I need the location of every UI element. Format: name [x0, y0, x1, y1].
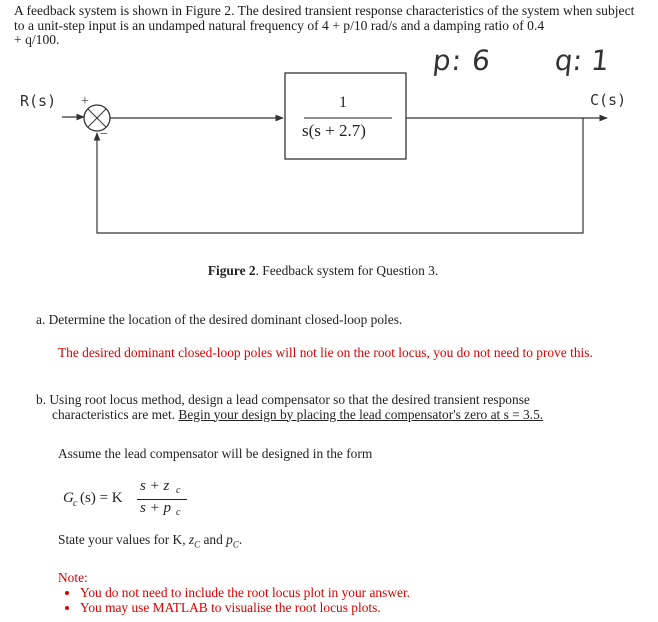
intro-text-2: rad/s and a damping ratio of 0.4: [367, 17, 545, 33]
output-label: C(s): [590, 91, 627, 109]
gc-denominator: s + p: [140, 500, 171, 516]
note-block: [58, 570, 410, 615]
state-z-sub: C: [194, 539, 201, 550]
compensator-formula: [63, 478, 203, 524]
handwritten-p-value: p: 6: [431, 44, 493, 77]
transfer-function-numerator: 1: [339, 94, 347, 111]
gc-numerator: s + z: [140, 478, 170, 494]
figure-caption-label: Figure 2: [207, 263, 256, 278]
figure-caption: [0, 263, 646, 279]
state-mid: and: [200, 532, 227, 547]
damping-expression: q/100: [25, 32, 57, 47]
question-b-instruction: Begin your design by placing the lead compensator's zero at s = 3.5.: [178, 406, 544, 422]
figure-caption-text: . Feedback system for Question 3.: [255, 263, 439, 278]
assume-text: Assume the lead compensator will be designed in the form: [58, 446, 373, 461]
intro-text-4: .: [56, 32, 60, 47]
feedback-block-diagram: [0, 0, 658, 300]
state-values-text: [58, 532, 242, 550]
minus-sign: −: [100, 127, 108, 142]
answer-a-note: The desired dominant closed-loop poles will not lie on the root locus, you do not need to prove this.: [58, 345, 593, 360]
state-z: z: [188, 532, 195, 547]
question-b-line2: characteristics are met.: [52, 406, 179, 422]
intro-text-1: A feedback system is shown in Figure 2. The desired transient response characteristics of the system when subject to a unit-step input is an undamped natural frequency of: [14, 3, 635, 33]
handwritten-q-value: q: 1: [553, 44, 611, 77]
note-item: • You do not need to include the root locus plot in your answer.: [80, 585, 410, 600]
gc-denominator-sub: c: [176, 507, 181, 518]
gc-argument: (s) = K: [80, 490, 123, 506]
note-list: [58, 585, 410, 615]
intro-text-3: +: [14, 32, 26, 47]
question-b: [36, 393, 636, 422]
note-title: Note:: [58, 570, 88, 585]
gc-numerator-sub: c: [176, 485, 181, 496]
plus-sign: +: [81, 94, 89, 109]
frequency-expression: 4 + p/10: [322, 17, 368, 33]
state-p-sub: C: [232, 539, 239, 550]
question-b-line1: b. Using root locus method, design a lead compensator so that the desired transient response: [36, 392, 530, 407]
question-a: a. Determine the location of the desired dominant closed-loop poles.: [36, 312, 403, 327]
transfer-function-denominator: s(s + 2.7): [302, 121, 366, 140]
state-p: p: [226, 532, 233, 547]
input-label: R(s): [20, 92, 57, 110]
gc-symbol: G: [63, 490, 74, 506]
plant-block: [285, 73, 406, 159]
gc-subscript: c: [73, 498, 78, 509]
note-item: • You may use MATLAB to visualise the root locus plots.: [80, 600, 410, 615]
state-suffix: .: [238, 532, 243, 547]
state-prefix: State your values for K,: [58, 532, 189, 547]
